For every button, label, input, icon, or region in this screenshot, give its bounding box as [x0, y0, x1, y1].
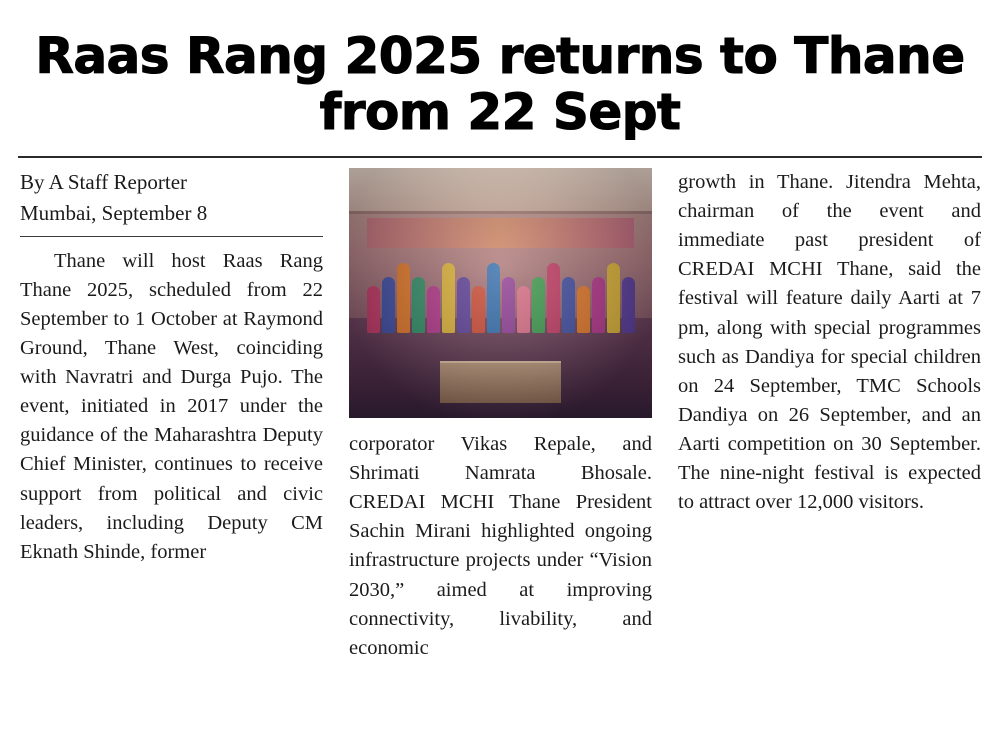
headline-divider [18, 156, 982, 158]
byline-divider [20, 236, 323, 237]
headline-line-1: Raas Rang 2025 returns to Thane [35, 27, 965, 85]
headline-line-2: from 22 Sept [319, 83, 681, 141]
article-paragraph-right: growth in Thane. Jitendra Mehta, chairman of the event and immediate past president of CREDAI MCHI Thane, said the festival will feature daily Aarti at 7 pm, along with special programmes such as Dandiya for special children on 24 September, TMC Schools Dandiya on 26 September, and an Aarti competition on 30 September. The nine-night festival is expected to attract over 12,000 visitors. [678, 171, 981, 514]
column-left [20, 168, 323, 663]
photo-lighting-overlay [349, 168, 652, 418]
page-title [32, 28, 968, 140]
byline [20, 168, 323, 228]
article-columns [14, 168, 986, 663]
byline-dateline: Mumbai, September 8 [20, 201, 208, 226]
column-right [678, 168, 981, 663]
column-middle [349, 168, 652, 663]
event-stage-crowd-photo [349, 168, 652, 418]
article-paragraph-left: Thane will host Raas Rang Thane 2025, scheduled from 22 September to 1 October at Raymond Ground, Thane West, coinciding with Navratri and Durga Pujo. The event, initiated in 2017 under the guidance of the Maharashtra Deputy Chief Minister, continues to receive support from political and civic leaders, including Deputy CM Eknath Shinde, former [20, 249, 323, 563]
article-paragraph-middle: corporator Vikas Repale, and Shrimati Namrata Bhosale. CREDAI MCHI Thane President Sachin Mirani highlighted ongoing infrastructure projects under “Vision 2030,” aimed at improving connectivity, livability, and economic [349, 433, 652, 659]
byline-author: By A Staff Reporter [20, 170, 188, 194]
